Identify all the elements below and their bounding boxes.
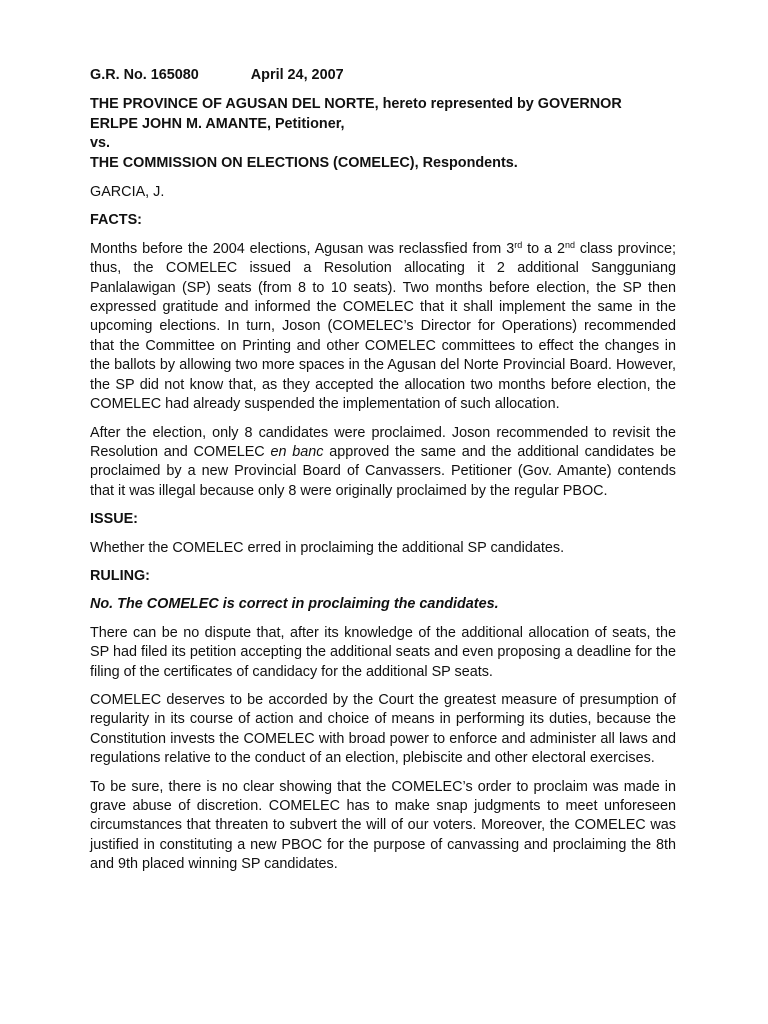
document-page xyxy=(90,66,676,884)
ruling-paragraph-2: COMELEC deserves to be accorded by the Court the greatest measure of presumption of regularity in its course of action and choice of means in performing its duties, because the Constitution invests the COMELEC with broad power to enforce and administer all laws and regulations relative to the conduct of an election, plebiscite and other electoral exercises. xyxy=(90,691,676,767)
petitioner-line-2: ERLPE JOHN M. AMANTE, Petitioner, xyxy=(90,115,345,132)
facts-p1-text-b: to a 2 xyxy=(522,240,565,257)
respondent-line: THE COMMISSION ON ELECTIONS (COMELEC), Respondents. xyxy=(90,154,518,171)
ruling-lead: No. The COMELEC is correct in proclaiming the candidates. xyxy=(90,596,499,613)
ponente: GARCIA, J. xyxy=(90,184,165,201)
facts-p1-text-a: Months before the 2004 elections, Agusan was reclassfied from 3 xyxy=(90,240,515,257)
facts-p2-text-b: approved the same and the additional candidates be proclaimed by a new Provincial Board of Canvassers. Petitioner (Gov. Amante) contends that it was illegal because only 8 were originally proclaimed by the regular PBOC. xyxy=(90,443,676,499)
issue-heading: ISSUE: xyxy=(90,511,138,528)
decision-date: April 24, 2007 xyxy=(250,67,344,83)
versus-line: vs. xyxy=(90,135,111,152)
issue-text: Whether the COMELEC erred in proclaiming the additional SP candidates. xyxy=(90,539,565,556)
case-number: G.R. No. 165080 xyxy=(90,67,199,83)
facts-paragraph-1 xyxy=(90,240,676,415)
case-parties xyxy=(90,95,676,173)
facts-paragraph-2 xyxy=(90,424,676,502)
facts-p2-text-a: After the election, only 8 candidates were proclaimed. Joson recommended to revisit the Resolution and COMELEC xyxy=(90,424,676,460)
ordinal-suffix-rd: rd xyxy=(514,239,523,250)
facts-p1-text-c: class province; thus, the COMELEC issued a Resolution allocating it 2 additional Sangguniang Panlalawigan (SP) seats (from 8 to 10 seats). Two months before election, the SP then expressed gratitude and informed the COMELEC that it shall implement the same in the upcoming elections. In turn, Joson (COMELEC’s Director for Operations) recommended that the Committee on Printing and other COMELEC committees to effect the changes in the ballots by allowing two more spaces in the Agusan del Norte Provincial Board. However, the SP did not know that, as they accepted the allocation two months before election, the COMELEC had already suspended the implementation of such allocation. xyxy=(90,240,676,413)
facts-heading: FACTS: xyxy=(90,212,142,229)
ruling-paragraph-1: There can be no dispute that, after its knowledge of the additional allocation of seats, the SP had filed its petition accepting the additional seats and even proposing a deadline for the filing of the certificates of candidacy for the additional SP seats. xyxy=(90,624,676,680)
petitioner-line-1: THE PROVINCE OF AGUSAN DEL NORTE, hereto represented by GOVERNOR xyxy=(90,96,622,113)
ruling-heading: RULING: xyxy=(90,567,150,584)
en-banc-italic: en banc xyxy=(270,443,324,460)
case-caption xyxy=(90,66,676,85)
ordinal-suffix-nd: nd xyxy=(564,239,575,250)
ruling-paragraph-3: To be sure, there is no clear showing that the COMELEC’s order to proclaim was made in grave abuse of discretion. COMELEC has to make snap judgments to meet unforeseen circumstances that threaten to subvert the will of our voters. Moreover, the COMELEC was justified in constituting a new PBOC for the purpose of canvassing and proclaiming the 8th and 9th placed winning SP candidates. xyxy=(90,778,676,873)
